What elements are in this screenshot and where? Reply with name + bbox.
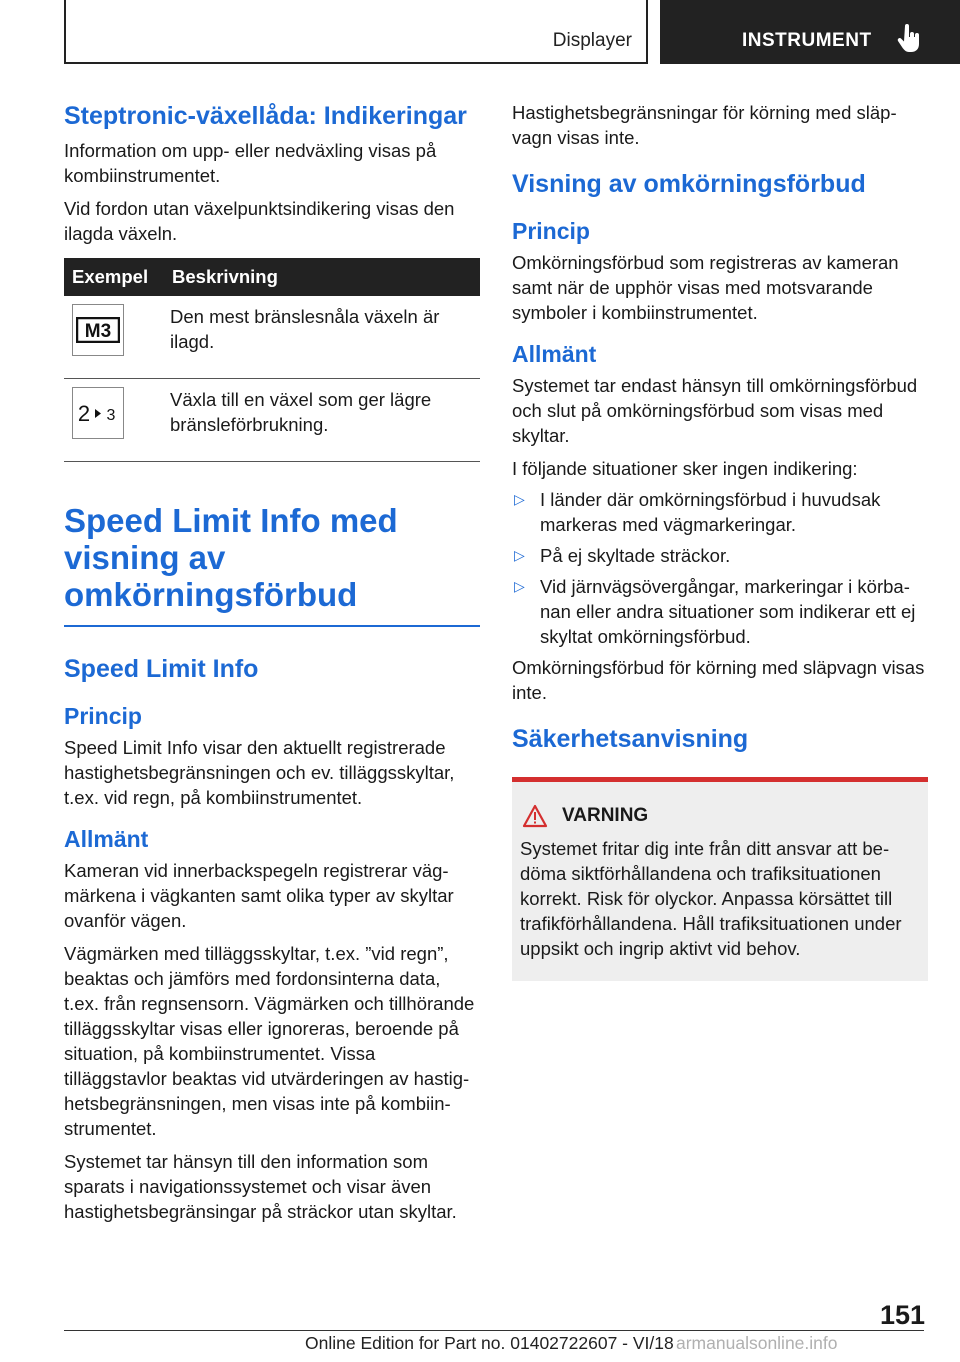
watermark-text: armanualsonline.info <box>676 1333 838 1353</box>
list-item: ▷ På ej skyltade sträckor. <box>514 545 731 566</box>
steptronic-paragraph-1: Information om upp- eller nedväxling visas på kombiinstrumentet. <box>64 140 437 186</box>
allmant-paragraph-3: Systemet tar hänsyn till den information som sparats i navigationssystemet och visar även hastighetsbegränsingar på sträckor utan skyltar. <box>64 1151 457 1222</box>
table-header-description: Beskrivning <box>164 258 480 296</box>
allmant-paragraph-1: Kameran vid innerbackspegeln registrerar vägmärkena i vägkanten samt olika typer av skyltar ovanför vägen. <box>64 860 454 931</box>
gear-from-text: 2 <box>77 401 91 426</box>
table-cell-description: Den mest bränslesnåla växeln är ilagd. <box>164 296 480 379</box>
edition-text: Online Edition for Part no. 01402722607 - VI/18 <box>305 1333 674 1353</box>
gear-indication-table <box>64 258 480 462</box>
pointing-hand-icon <box>896 24 922 54</box>
steptronic-heading: Steptronic-växellåda: Indikeringar <box>64 102 467 130</box>
chapter-tab-label: INSTRUMENT <box>742 30 872 51</box>
steptronic-paragraph-2: Vid fordon utan växelpunktsindikering visas den ilagda växeln. <box>64 198 455 244</box>
safety-heading: Säkerhetsanvisning <box>512 725 749 753</box>
manual-gear-m3-icon <box>72 304 124 356</box>
allmant-heading: Allmänt <box>512 341 597 367</box>
list-item: ▷ Vid järnvägsövergångar, markeringar i körbanan eller andra situationer som indikerar ett ej skyltat omkörningsförbud. <box>514 576 916 647</box>
speed-limit-section-heading: Speed Limit Info <box>64 655 259 683</box>
section-tab-label: Displayer <box>552 30 632 51</box>
table-cell-description: Växla till en växel som ger lägre bränsleförbrukning. <box>164 379 480 462</box>
speed-limit-chapter-heading: Speed Limit Info med visning av omkörningsförbud <box>64 502 398 613</box>
list-item: ▷ I länder där omkörningsförbud i huvudsak markeras med vägmarkeringar. <box>514 489 881 535</box>
right-column <box>512 100 928 981</box>
princip-paragraph: Omkörningsförbud som registreras av kameran samt när de upphör visas med motsvarande symboler i kombiinstrumentet. <box>512 252 899 323</box>
table-cell-icon <box>64 296 164 379</box>
no-indication-list <box>512 487 928 649</box>
princip-paragraph: Speed Limit Info visar den aktuellt registrerade hastighetsbegränsningen och ev. tilläggsskyltar, t.ex. vid regn, på kombiinstrumentet. <box>64 737 455 808</box>
allmant-paragraph-2: Vägmärken med tilläggsskyltar, t.ex. ”vid regn”, beaktas och jämförs med fordonsinterna data, t.ex. från regnsensorn. Vägmärken och tillhörande tilläggsskyltar visas eller ignoreras, beroende på situation, på kombiinstrumentet. Vissa tilläggstavlor beaktas vid utvärderingen av hastighetsbegränsningen, men visas inte på kombiinstrumentet. <box>64 943 475 1139</box>
page-number: 151 <box>880 1300 926 1330</box>
gear-to-text: 3 <box>106 407 116 424</box>
bullet-triangle-icon: ▷ <box>514 491 525 507</box>
chapter-divider <box>64 625 480 627</box>
warning-box <box>512 777 928 981</box>
allmant-paragraph-2: I följande situationer sker ingen indikering: <box>512 458 858 479</box>
warning-header <box>520 804 920 828</box>
table-row <box>64 379 480 462</box>
table-header-example: Exempel <box>64 258 164 296</box>
bullet-triangle-icon: ▷ <box>514 578 525 594</box>
overtaking-heading: Visning av omkörningsförbud <box>512 170 866 198</box>
warning-label: VARNING <box>562 805 649 826</box>
left-column <box>64 100 480 1224</box>
allmant-heading: Allmänt <box>64 826 149 852</box>
gear-icon-text: M3 <box>84 321 112 342</box>
princip-heading: Princip <box>64 703 142 729</box>
warning-text: Systemet fritar dig inte från ditt ansvar att bedöma siktförhållandena och trafiksituationen korrekt. Risk för olyckor. Anpassa körsättet till trafikförhållandena. Håll trafiksituationen under uppsikt och ingrip aktivt vid behov. <box>520 838 902 959</box>
table-cell-icon <box>64 379 164 462</box>
allmant-paragraph-1: Systemet tar endast hänsyn till omkörningsförbud och slut på omkörningsförbud som visas med skyltar. <box>512 375 918 446</box>
warning-triangle-icon <box>522 804 548 828</box>
header-chapter-tab <box>660 0 960 64</box>
shift-up-indicator-icon <box>72 387 124 439</box>
table-row <box>64 296 480 379</box>
trailer-note-paragraph: Hastighetsbegränsningar för körning med släpvagn visas inte. <box>512 102 897 148</box>
princip-heading: Princip <box>512 218 590 244</box>
allmant-paragraph-3: Omkörningsförbud för körning med släpvagn visas inte. <box>512 657 925 703</box>
footer-divider <box>64 1330 924 1331</box>
bullet-triangle-icon: ▷ <box>514 547 525 563</box>
header-section-tab <box>64 0 648 64</box>
